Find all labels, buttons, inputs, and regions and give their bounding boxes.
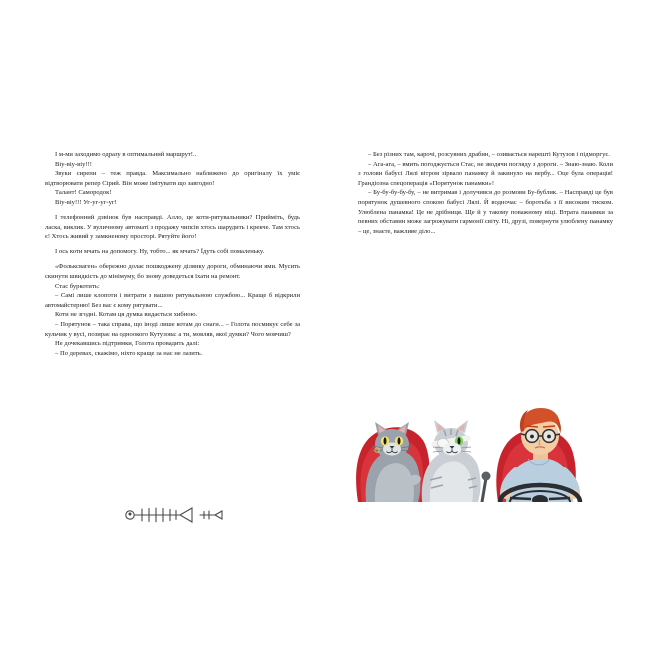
paragraph: І телефонний дзвінок був насправді. Алло, це коти-рятувальники? Прийміть, будь ласка, виклик. У вуличному автоматі з продажу чипсів хтось шарудить і крекче. Там хтось є! Хтось живий у замкненому просторі. Рятуйте його!	[45, 214, 300, 241]
paragraph: Віу-віу!!! Уг-уг-уг-уг!	[55, 198, 117, 206]
left-page-text-column	[45, 150, 300, 358]
paragraph: Коти не згодні. Котам ця думка видається хибною.	[55, 311, 198, 319]
paragraph: – Самі лише клопоти і витрати з вашою рятувальною службою... Краще б відкрили автомайстерню! Без вас є кому рятувати...	[45, 292, 300, 309]
paragraph: І м-ми заходимо одразу в оптимальний маршрут!..	[55, 151, 197, 158]
paragraph: Віу-віу-віу!!!	[55, 160, 92, 168]
paragraph: Стас буркотить:	[55, 282, 100, 290]
illustration-cats-and-driver	[330, 352, 630, 502]
paragraph: – Ага-ага, – вмить погоджується Стас, не зводячи погляду з дороги. – Знаю-знаю. Коли з голови бабусі Лялі вітром зірвало панамку й закинуло на вербу... Оце була операція! Грандіозна спецоперація «Порятунок панамки»!	[358, 160, 613, 187]
right-page-text-column	[358, 150, 613, 236]
paragraph: – Без різних там, карочі, розсувних драбин, – озивається нарешті Кутузов і підморгує.	[368, 151, 610, 158]
fish-bone-ornament	[118, 505, 228, 525]
paragraph: – По деревах, скажімо, ніхто краще за нас не лазить.	[55, 349, 203, 357]
paragraph: «Фольксваген» обережно долає пошкоджену ділянку дороги, обминаючи ями. Мусить скинути швидкість до мінімуму, бо знову доведеться їхати на ремонт.	[45, 263, 300, 281]
paragraph: Талант! Самородок!	[55, 189, 112, 197]
paragraph: Звуки сирени – теж правда. Максимально наближено до оригіналу їх уміє відтворювати репер Сірий. Він може імітувати що завгодно!	[45, 170, 300, 187]
paragraph: – Порятунок – така справа, що іноді лише котам до снаги... – Голота посмикує себе за кульчик у вусі, позирає на одноокого Кутузова: а ти, мовляв, якої думки? Чого мовчиш?	[45, 321, 300, 338]
paragraph: Не дочекавшись підтримки, Голота провадить далі:	[55, 340, 200, 348]
paragraph: – Бу-бу-бу-бу-бу, – не витримав і долучився до розмови Бу-бублик. – Насправді це був порятунок душевного спокою бабусі Лялі. Й водночас – боротьба з її високим тиском. Улюблена панамка! Це не дрібниця. Ще й у такому поважному віці. Втрата панамки за певних обставин може загрожувати гармонії світу. Ні, друзі, повернути улюблену панамку – це, знаєте, важливе діло...	[358, 189, 613, 235]
paragraph: І ось коти мчать на допомогу. Ну, тобто... як мчать? Їдуть собі помаленьку.	[55, 248, 265, 256]
